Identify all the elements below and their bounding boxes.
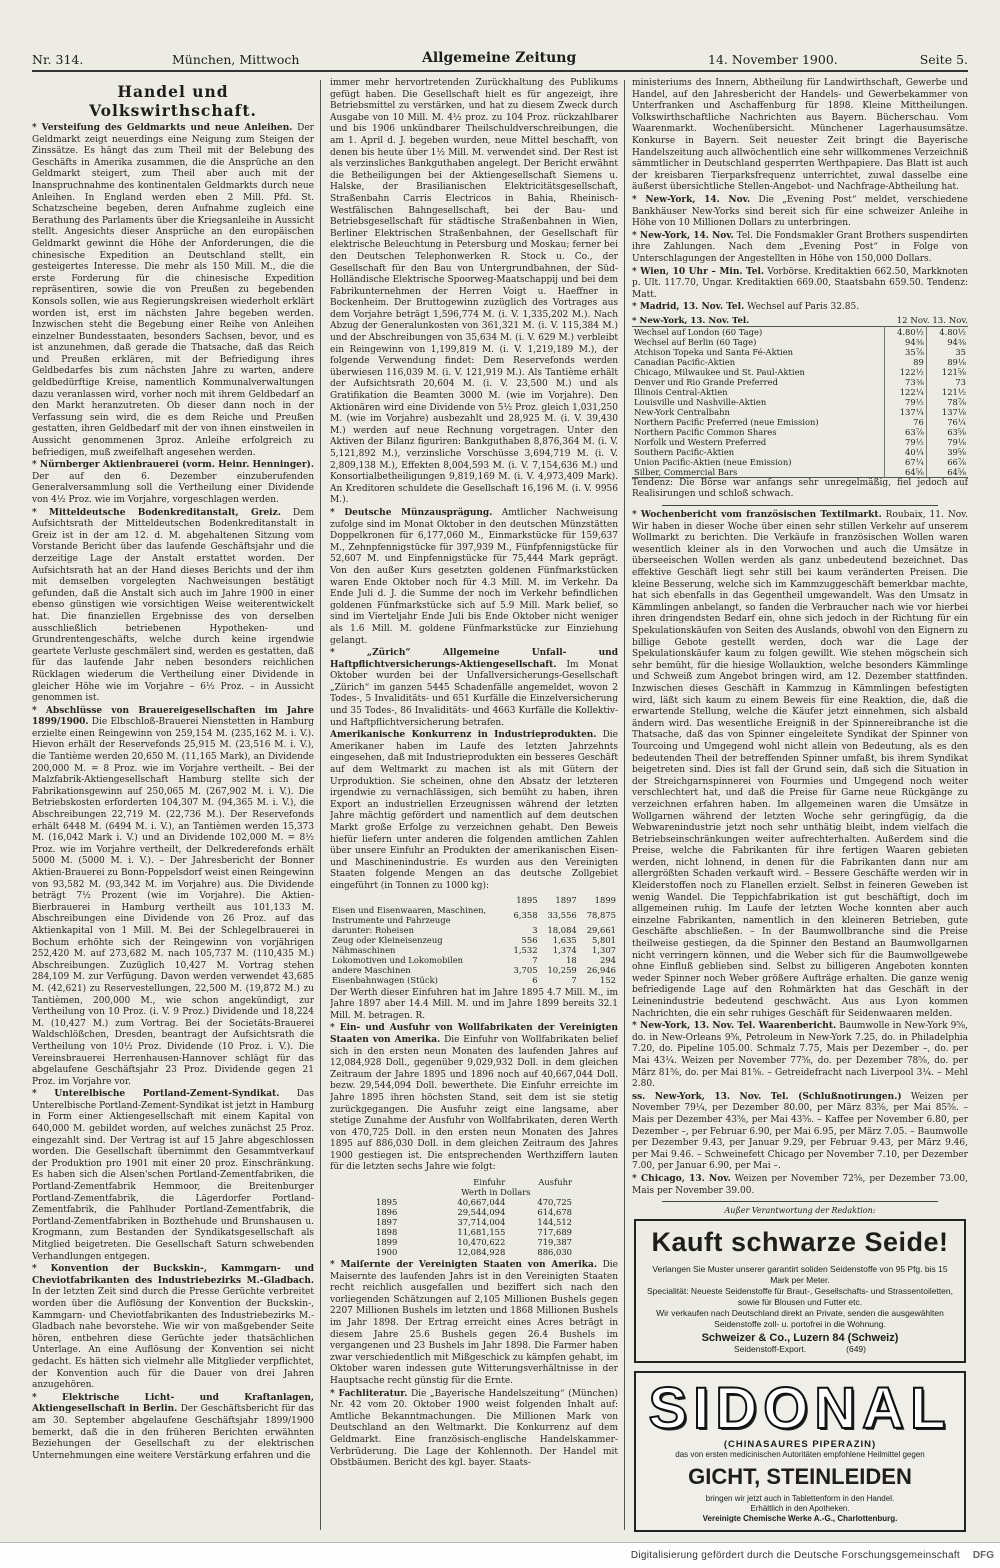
table-cell: 37,714,004 <box>457 1217 506 1228</box>
table-cell: Silber, Commercial Bars <box>634 466 738 477</box>
table-cell: Atchison Topeka und Santa Fé-Aktien <box>634 346 794 357</box>
article-headline: * Chicago, 13. Nov. <box>632 1173 731 1184</box>
article <box>330 730 618 892</box>
table-cell: 614,678 <box>537 1207 572 1218</box>
article-headline: * Fachliteratur. <box>330 1388 408 1399</box>
sidonal-firm: Vereinigte Chemische Werke A.-G., Charlottenburg. <box>702 1514 898 1524</box>
table-row <box>374 1247 574 1257</box>
table-header: 1899 <box>594 894 616 905</box>
table-cell: 40,667,044 <box>457 1197 506 1208</box>
table-cell: 121½ <box>926 387 968 397</box>
article-text: Die Elbschloß-Brauerei Nienstetten in Hamburg erzielte einen Reingewinn von 259,154 M. (235,162 M. i. V.). Hievon erhält der Reservefonds 25,915 M. (23,516 M. i. V.), die Tantième werden 20,650 M. (11,165 Mark), an Dividende 200,000 M. = 8 Proz. wie im Vorjahre vertheilt. – Bei der Malzfabrik-Aktiengesellschaft Hamburg stellte sich der Fabrikationsgewinn auf 250,065 M. (267,902 M. i. V.). Die Betriebskosten erforderten 104,307 M. (94,365 M. i. V.), die Abschreibungen 22,719 M. (22,736 M.). Der Reservefonds erhält 6448 M. (6494 M. i. V.), an Tantièmen werden 15,373 M. (16,042 Mark i. V.) und an Dividende 102,000 M. = 8½ Proz. wie im Vorjahre vertheilt, der Delkrederefonds erhält 5000 M. (5000 M. i. V.). – Der Jahresbericht der Bonner Aktien-Brauerei zu Bonn-Poppelsdorf weist einen Reingewinn von 93,582 M. (93,342 M. im Vorjahre) aus. Die Dividende beträgt 7½ Prozent (wie im Vorjahre). Die Aktien-Bierbrauerei in Hamburg vertheilt aus 101,133 M. Abschreibungen eine Dividende von 26 Proz. auf das Aktienkapital von 1 Mill. M. Bei der Schlegelbrauerei in Bochum erhöhte sich der Reingewinn von vorjährigen 252,420 M. auf 273,682 M. nach 105,737 M. (110,435 M.) Abschreibungen. Zuzüglich 10,427 M. Vortrag stehen 284,109 M. zur Verfügung. Davon werden verwendet 43,685 M. (42,621) zu Reservestellungen, 22,500 M. (19,872 M.) zu Tantièmen, 200,000 M., wie schon angekündigt, zur Vertheilung von 10 Proz. (i. V. 9 Proz.) Dividende und 18,224 M. (10,427 M.) zum Vortrag. Bei der Societäts-Brauerei Waldschlößchen, Dresden, beantragt der Aufsichtsrath die Vertheilung von 10½ Proz. Dividende (10 Proz. i. V.). Die Vereinsbrauerei Herrenhausen-Hannover schlägt für das abgelaufene Geschäftsjahr 23 Proz. Dividende gegen 21 Proz. im Vorjahre vor. <box>32 717 314 1087</box>
article <box>330 648 618 729</box>
issue-number: Nr. 314. <box>32 52 84 67</box>
table-cell: 76¼ <box>926 417 968 427</box>
article <box>330 78 618 507</box>
article-headline: * Deutsche Münzausprägung. <box>330 507 493 518</box>
article-text: Im Monat Oktober wurden bei der Unfallversicherungs-Gesellschaft „Zürich“ im ganzen 5445 Schadenfälle angemeldet, wovon 2 Todes-, 5 Invaliditäts- und 651 Kurfälle die Einzelversicherung und 35 Todes-, 86 Invaliditäts- und 4663 Kurfälle die Kollektiv- und Haftpflichtversicherung betrafen. <box>330 659 618 728</box>
article-headline: * Mitteldeutsche Bodenkreditanstalt, Greiz. <box>32 507 281 518</box>
column-rule <box>320 80 321 1530</box>
table-row <box>632 377 968 387</box>
table-cell: 40¼ <box>884 447 926 457</box>
article-headline: * Ein- und Ausfuhr von Wollfabrikaten der Vereinigten Staaten von Amerika. <box>330 1023 618 1045</box>
table-cell: New-York Centralbahn <box>634 406 730 417</box>
table-row <box>632 367 968 377</box>
article-headline: * „Zürich“ Allgemeine Unfall- und Haftpflichtversicherungs-Aktiengesellschaft. <box>330 648 618 670</box>
table-cell: Wechsel auf London (60 Tage) <box>634 326 763 337</box>
article-text: Vorbörse. Kreditaktien 662.50, Markknoten p. Ult. 117.70, Ungar. Kreditaktien 669.00, Staatsbahn 659.50. Tendenz: Matt. <box>632 266 968 300</box>
table-cell: 64⅝ <box>884 467 926 478</box>
place-day: München, Mittwoch <box>172 52 300 67</box>
table-cell: 121⅝ <box>926 367 968 377</box>
table-cell: 1,635 <box>552 934 577 945</box>
table-cell: 39⅝ <box>926 447 968 457</box>
table-cell: 3,705 <box>513 964 538 975</box>
table-row <box>632 347 968 357</box>
table-cell: 10,259 <box>547 964 577 975</box>
table-row <box>632 467 968 478</box>
table-cell: 6 <box>532 974 538 985</box>
article <box>632 78 968 194</box>
table-cell: Southern Pacific-Aktien <box>634 446 735 457</box>
table-cell: Chicago, Milwaukee und St. Paul-Aktien <box>634 366 805 377</box>
article <box>330 988 618 1023</box>
table-row <box>632 337 968 347</box>
table-row <box>330 905 618 925</box>
table-row <box>632 397 968 407</box>
table-cell: Northern Pacific Common Shares <box>634 426 777 437</box>
table-cell: 6,358 <box>513 909 538 920</box>
table-row <box>330 945 618 955</box>
article-text: immer mehr hervortretenden Zurückhaltung des Publikums gefügt haben. Die Gesellschaft hielt es für angezeigt, ihre Betriebsmittel zu verstärken, und hat zu diesem Zweck durch Ausgabe von 10 Mill. M. 4½ proz. zu 104 Proz. rückzahlbarer und bis 1906 unkündbarer Theilschuldverschreibungen, die am 1. April d. J. begeben wurden, neue Mittel beschafft, von denen bis heute über 1½ Mill. M. verwendet sind. Der Rest ist als verzinsliches Bankguthaben angelegt. Der Bericht erwähnt die Betheiligungen bei der Aktiengesellschaft Siemens u. Halske, der Brasilianischen Elektricitätsgesellschaft, Straßenbahn Carris Electricos in Bahia, Rheinisch-Westfälischen Bahngesellschaft, bei der Bau- und Betriebsgesellschaft für städtische Straßenbahnen in Wien, Berliner Elektrischen Straßenbahnen, der Gesellschaft für elektrische Beleuchtung in Petersburg und Moskau; ferner bei den Deutschen Telephonwerken R. Stock u. Co., der Gesellschaft für den Bau von Untergrundbahnen, der Süd-Holländische Elektrische Spoorweg-Maatschappij und bei dem Fabrikunternehmen der Herren Voigt u. Haeffner in Bockenheim. Der Bruttogewinn zuzüglich des Vortrages aus dem Vorjahre beträgt 1,596,774 M. (i. V. 1,335,202 M.). Nach Abzug der Generalunkosten von 361,321 M. (i. V. 115,384 M.) und der Abschreibungen von 35,634 M. (i. V. 629 M.) verbleibt ein Reingewinn von 1,199,819 M. (i. V. 1,219,189 M.), der folgende Verwendung findet: Dem Reservefonds werden überwiesen 116,039 M. (i. V. 121,919 M.). Als Tantième erhält der Aufsichtsrath 20,604 M. (i. V. 23,500 M.) und als Gratifikation die Beamten 3000 M. (wie im Vorjahre). Den Aktionären wird eine Dividende von 5½ Proz. gleich 1,031,250 M. (wie im Vorjahre) ausbezahlt und 28,925 M. (i. V. 39,430 M.) werden auf neue Rechnung vorgetragen. Unter den Aktiven der Bilanz figuriren: Bankguthaben 8,876,364 M. (i. V. 5,121,892 M.), verzinsliche Vorschüsse 3,694,719 M. (i. V. 2,809,138 M.), Effekten 8,004,593 M. (i. V. 7,154,636 M.) und Konsortialbetheiligungen 9,819,169 M. (i. V. 4,973,409 Mark). An Kreditoren schuldete die Gesellschaft 16,196 M. (i. V. 9956 M.). <box>330 78 618 506</box>
table-row <box>330 935 618 945</box>
table-cell: andere Maschinen <box>332 964 411 975</box>
separator <box>662 505 938 506</box>
table-header <box>330 895 507 905</box>
sidonal-line2: bringen wir jetzt auch in Tablettenform in den Handel. <box>705 1494 895 1504</box>
column-1 <box>32 78 314 1533</box>
table-cell: 26,946 <box>586 964 616 975</box>
table-row <box>632 447 968 457</box>
column-rule <box>624 80 625 1530</box>
article-text: Baumwolle in New-York 9⅝, do. in New-Orleans 9⅝, Petroleum in New-York 7.25, do. in Philadelphia 7.20, do. Pipeline 105.00. Schmalz 7.75, Mais per Dezember –, do. per Mai 43¼. Weizen per November 77⅝, do. per Dezember 78⅝, do. per März 81⅝, do. per Mai 81⅝. – Getreidefracht nach Liverpool 3¼. – Mehl 2.80. <box>632 1021 968 1090</box>
article-headline: * Nürnberger Aktienbrauerei (vorm. Heinr. Henninger). <box>32 460 314 471</box>
table-cell: 122½ <box>884 367 926 377</box>
sidonal-advertisement <box>634 1371 966 1532</box>
digitization-footer <box>0 1542 1000 1568</box>
sidonal-line1: das von ersten medicinischen Autoritäten empfohlene Heilmittel gegen <box>675 1450 925 1460</box>
table-cell: Canadian Pacific-Aktien <box>634 356 736 367</box>
table-row <box>374 1237 574 1247</box>
table-cell: Union Pacific-Aktien (neue Emission) <box>634 456 792 467</box>
table-cell: 78,875 <box>586 909 616 920</box>
article-headline: Amerikanische Konkurrenz in Industrieprodukten. <box>330 730 597 741</box>
article <box>632 1092 968 1173</box>
table-cell: 18 <box>566 954 577 965</box>
iron-import-table <box>330 895 618 985</box>
article-headline: * New-York, 14. Nov. <box>632 194 751 205</box>
table-row <box>374 1207 574 1217</box>
table-cell: 1896 <box>376 1207 398 1218</box>
table-cell: 152 <box>600 974 616 985</box>
table-header: Ausfuhr <box>538 1177 572 1188</box>
article-headline: * Wochenbericht vom französischen Textilmarkt. <box>632 510 882 521</box>
table-cell: 89⅛ <box>926 357 968 367</box>
article-text: Die Amerikaner haben im Laufe des letzten Jahrzehnts eingesehen, daß mit Industrieprodukten ein besseres Geschäft auf dem Weltmarkt zu machen ist als mit Gütern der Urproduktion. Sie scheinen, ohne den Absatz der letzteren irgendwie zu vernachlässigen, sich bemüht zu haben, ihren Export an industriellen Erzeugnissen während der letzten Jahre mächtig gefördert und namentlich auf dem deutschen Markt große Erfolge zu verzeichnen gehabt. Den Beweis hiefür liefern unter anderen die folgenden amtlichen Zahlen über unsere Einfuhr an Produkten der amerikanischen Eisen- und Maschinenindustrie. Es wurden aus den Vereinigten Staaten folgende Mengen an das deutsche Zollgebiet eingeführt (in Tonnen zu 1000 kg): <box>330 730 618 891</box>
table-cell: 1895 <box>376 1197 398 1208</box>
table-cell: 1,307 <box>592 944 616 955</box>
article <box>330 1260 618 1388</box>
column-2 <box>330 78 618 1533</box>
article <box>32 1089 314 1263</box>
article <box>32 706 314 1089</box>
table-row <box>632 387 968 397</box>
table-cell: 4.80½ <box>884 326 926 337</box>
table-cell: Lokomotiven und Lokomobilen <box>332 954 464 965</box>
table-cell: 294 <box>600 954 616 965</box>
table-cell: 79⅛ <box>926 437 968 447</box>
article-headline: * Maiſernte der Vereinigten Staaten von Amerika. <box>330 1260 597 1271</box>
table-cell: 5,801 <box>592 934 616 945</box>
table-cell: 94⅜ <box>926 337 968 347</box>
article <box>632 302 968 314</box>
table-cell: 18,084 <box>547 924 577 935</box>
table-cell: 79½ <box>884 437 926 447</box>
article-text: Tel. Die Fondsmakler Grant Brothers suspendirten ihre Zahlungen. Nach dem „Evening Post“ in Folge von Unterschlagungen der Angestellten in Höhe von 150,000 Dollars. <box>632 230 968 264</box>
table-cell: Nähmaschinen <box>332 944 396 955</box>
table-row <box>374 1217 574 1227</box>
article-text: Wechsel auf Paris 32.85. <box>747 302 860 313</box>
article <box>32 460 314 506</box>
article-headline: * Konvention der Buckskin-, Kammgarn- und Cheviotfabrikanten des Industriebezirks M.-Gladbach. <box>32 1264 314 1286</box>
article-text: Amtlicher Nachweisung zufolge sind im Monat Oktober in den deutschen Münzstätten Doppelkronen für 6,177,060 M., Einmarkstücke für 159,637 M., Zehnpfennigstücke für 397,939 M., Fünfpfennigstücke für 52,607 M. und Einpfennigstücke für 75,444 Mark geprägt. Von den außer Kurs gesetzten goldenen Fünfmarkstücken waren Ende Oktober noch für 4.3 Mill. M. im Verkehr. Da Ende Juli d. J. die Summe der noch im Verkehr befindlichen goldenen Fünfmarkstücke sich auf 5.9 Mill. Mark belief, so sind im Vierteljahr Ende Juli bis Ende Oktober nicht weniger als 1.6 Mill. M. goldene Fünfmarkstücke zur Einziehung gelangt. <box>330 507 618 646</box>
article-text: Der Geldmarkt zeigt neuerdings eine Neigung zum Steigen der Zinssätze. Es hängt das zum Theil mit der Belebung des Geschäfts in Amerika zusammen, die die Ansprüche an den Geldmarkt steigert, zum Theil aber auch mit der Inanspruchnahme des kontinentalen Geldmarkts durch neue Anleihen. In England werden eben 2 Mill. Pfd. St. Schatzscheine begeben, deren Aufnahme zugleich eine Berathung des Parlaments über die Kriegsanleihe in Aussicht stellt. Angesichts dieser Ansprüche an den europäischen Geldmarkt gewinnt die Höhe der Anforderungen, die die chinesische Expedition an Deutschland stellt, ein gesteigertes Interesse. Die mehr als 150 Mill. M., die die erste Forderung für die chinesische Expedition repräsentiren, sowie die von Preußen zu begebenden Konsols sollen, wie aus Regierungskreisen wiederholt erklärt worden ist, erst im nächsten Jahre begeben werden. Inzwischen steht die Begebung einer Reihe von Anleihen einzelner Bundesstaaten, besonders Sachsen, bevor, und es ist anzunehmen, daß gerade die Thatsache, daß das Reich und Preußen erklären, mit der Befriedigung ihres Geldbedarfes bis zum nächsten Jahre zu warten, andere geldbedürftige Kreise, namentlich Kommunalverwaltungen dazu veranlassen wird, vorher noch mit ihrem Geldbedarf an den Markt heranzutreten. Ob dieser dann noch in der Verfassung sein wird, die es dem Reiche und Preußen gestatten, ihren Geldbedarf mit der von ihnen einstweilen in Aussicht genommenen 3proz. Anleihe erfolgreich zu befriedigen, muß zweifelhaft angesehen werden. <box>32 123 314 458</box>
table-cell: 122¼ <box>884 387 926 397</box>
article-text: Die „Bayerische Handelszeitung“ (München) Nr. 42 vom 20. Oktober 1900 weist folgenden Inhalt auf: Amtliche Bekanntmachungen. Die Millionen Mark von Deutschland an den Weltmarkt. Die Konkurrenz auf dem Geldmarkt. Eine französisch-englische Handelskammer-Verbrüderung. Die Lage der Kohlennoth. Der Handel mit Obstbäumen. Bericht des kgl. bayer. Staats- <box>330 1388 618 1469</box>
table-cell: 7 <box>532 954 538 965</box>
sidonal-line3: Erhältlich in den Apotheken. <box>750 1504 850 1514</box>
table-row <box>632 417 968 427</box>
table-cell: 556 <box>521 934 538 945</box>
article-headline: * Wien, 10 Uhr – Min. Tel. <box>632 266 765 277</box>
table-cell: 29,544,094 <box>457 1207 506 1218</box>
article-headline: ss. New-York, 13. Nov. Tel. (Schlußnotirungen.) <box>632 1091 902 1102</box>
table-header: 1895 <box>516 894 538 905</box>
article <box>32 1393 314 1463</box>
article-headline: * Abschlüsse von Brauereigesellschaften im Jahre 1899/1900. <box>32 705 314 728</box>
article <box>632 195 968 230</box>
column-3 <box>632 78 968 1533</box>
article <box>330 1389 618 1470</box>
table-row <box>632 326 968 337</box>
article-text: Der Geschäftsbericht für das am 30. September abgelaufene Geschäftsjahr 1899/1900 bemerkt, daß die in den früheren Berichten erwähnten Beziehungen der Gesellschaft zu der elektrischen Unternehmungen eine weitere Verstärkung erfahren und die <box>32 1404 314 1461</box>
table-cell: Denver und Rio Grande Preferred <box>634 376 778 387</box>
table-cell: 4.80½ <box>926 326 968 337</box>
page-number: Seite 5. <box>919 52 968 67</box>
article <box>330 508 618 647</box>
table-cell: Norfolk und Western Preferred <box>634 436 767 447</box>
table-cell: 144,512 <box>537 1217 572 1228</box>
table-cell: 3 <box>532 924 538 935</box>
table-cell: Illinois Central-Aktien <box>634 386 728 397</box>
table-cell: 717,689 <box>537 1227 572 1238</box>
table-cell: 1,532 <box>513 944 538 955</box>
article <box>32 508 314 705</box>
article <box>632 267 968 302</box>
article <box>330 1023 618 1174</box>
article <box>32 123 314 459</box>
silk-ad-line1: Verlangen Sie Muster unserer garantirt soliden Seidenstoffe von 95 Pfg. bis 15 Mark per Meter. <box>652 1264 948 1286</box>
article-text: Die Maisernte des laufenden Jahrs ist in den Vereinigten Staaten recht reichlich ausgefallen und beziffert sich nach den vorliegenden Schätzungen auf 2,105 Millionen Bushels gegen 2207 Millionen Bushels im letzten und 1868 Millionen Bushels im Jahr 1898. Der Ertrag erreicht eines Acres beträgt in diesem Jahre 25.6 Bushels gegen 26.4 Bushels im vergangenen und 23 Bushels im Jahr 1898. Die Farmer haben zwar verschiedentlich mit Mißgeschick zu kämpfen gehabt, im Oktober waren indessen gute Witterungsverhältnisse in der Hauptsache recht günstig für die Ernte. <box>330 1260 618 1386</box>
table-row <box>374 1197 574 1207</box>
table-cell: 7 <box>571 974 577 985</box>
table-cell: Zeug oder Kleineisenzeug <box>332 934 443 945</box>
table-cell: 63⅝ <box>926 427 968 437</box>
article-text: Weizen per November 72⅝, per Dezember 73.00, Mais per November 39.00. <box>632 1173 968 1196</box>
table-cell: 76 <box>884 417 926 427</box>
issue-date: 14. November 1900. <box>708 52 838 67</box>
article-headline: * Elektrische Licht- und Kraftanlagen, Aktiengesellschaft in Berlin. <box>32 1392 314 1415</box>
article-text: Die „Evening Post“ meldet, verschiedene Bankhäuser New-Yorks sind bereit sich für eine schweizer Anleihe in Höhe von 10 Millionen Dollars zu unterbringen. <box>632 194 968 229</box>
sidonal-headline: GICHT, STEINLEIDEN <box>688 1464 912 1490</box>
table-cell: Wechsel auf Berlin (60 Tage) <box>634 336 757 347</box>
table-row <box>374 1227 574 1237</box>
table-cell: Northern Pacific Preferred (neue Emission) <box>634 416 819 427</box>
table-row <box>632 437 968 447</box>
separator <box>662 1201 938 1202</box>
wool-table-unit: Werth in Dollars <box>461 1187 531 1198</box>
silk-ad-line3: Wir verkaufen nach Deutschland direkt an Private, senden die ausgewählten Seidenstoffe zoll- u. portofrei in die Wohnung. <box>656 1308 944 1330</box>
dfg-logo: DFG <box>972 1550 994 1561</box>
table-cell: 1,374 <box>552 944 577 955</box>
section-title: Handel und Volkswirthschaft. <box>89 82 257 120</box>
table-row <box>330 955 618 965</box>
page-header <box>32 50 968 72</box>
article <box>632 1174 968 1197</box>
article-text: Der Werth dieser Einfuhren hat im Jahre 1895 4.7 Mill. M., im Jahre 1897 aber 14.4 Mill. M. und im Jahre 1899 bereits 32.1 Mill. M. betragen. R. <box>330 987 618 1021</box>
table-cell: 78⅞ <box>926 397 968 407</box>
article <box>632 231 968 266</box>
silk-ad-line2: Specialität: Neueste Seidenstoffe für Braut-, Gesellschafts- und Strassentoiletten, sowie für Blousen und Futter etc. <box>646 1286 953 1308</box>
ny-col-b: 13. Nov. <box>932 315 968 326</box>
silk-ad-headline: Kauft schwarze Seide! <box>651 1227 949 1258</box>
table-cell: 63⅞ <box>884 427 926 437</box>
table-header: 1897 <box>555 894 577 905</box>
newspaper-title: Allgemeine Zeitung <box>422 50 577 66</box>
table-cell: 10,470,622 <box>457 1237 506 1248</box>
footer-text: Digitalisierung gefördert durch die Deutsche Forschungsgemeinschaft <box>630 1550 960 1561</box>
article-text: Dem Aufsichtsrath der Mitteldeutschen Bodenkreditanstalt in Greiz ist in der am 12. d. M. abgehaltenen Sitzung vom Vorstande Bericht über das laufende Geschäftsjahr und die derzeitige Lage der Anstalt erstattet worden. Der Aufsichtsrath hat an der Hand dieses Berichts und der ihm mit demselben vorgelegten Nachweisungen bestätigt gefunden, daß die Anstalt sich auch im Jahre 1900 in einer ebenso günstigen wie vorsichtigen Weise weiterentwickelt hat. Die finanziellen Ergebnisse des von derselben ausschließlich betriebenen Hypotheken- und Grundrentengeschäfts, welche durch keine irgendwie geartete Verluste geschmälert sind, werden es gestatten, daß für das laufende Jahr neben besonders reichlichen Rücklagen wiederum die Vertheilung einer Dividende in gleicher Höhe wie im Vorjahre – 6½ Proz. – in Aussicht genommen ist. <box>32 507 314 704</box>
ny-stock-table <box>632 326 968 478</box>
table-header: Einfuhr <box>473 1177 506 1188</box>
article-text: Weizen per November 79¼, per Dezember 80.00, per März 83⅝, per Mai 85⅝. – Mais per Dezember 43⅝, per Mai 43⅝. – Kaffee per November 6.80, per Dezember –, per Februar 6.90, per Mai 6.95, per März 7.05. – Baumwolle per Dezember 9.43, per Januar 9.29, per Februar 9.43, per März 9.46, per Mai 9.46. – Schweinefett Chicago per November 7.10, per Dezember 7.00, per Januar 6.90, per Mai –. <box>632 1091 968 1172</box>
wool-table <box>374 1177 574 1257</box>
table-cell: Eisenbahnwagen (Stück) <box>332 974 438 985</box>
article-headline: * New-York, 14. Nov. <box>632 230 734 241</box>
table-row <box>330 975 618 985</box>
article-headline: * New-York, 13. Nov. Tel. Waarenbericht. <box>632 1021 837 1032</box>
ny-col-a: 12 Nov. <box>896 315 930 326</box>
table-cell: 94⅜ <box>884 337 926 347</box>
table-cell: Eisen und Eisenwaaren, Maschinen, Instrumente und Fahrzeuge <box>332 904 487 925</box>
table-cell: 66⅞ <box>926 457 968 467</box>
table-cell: 64⅝ <box>926 467 968 478</box>
article <box>632 510 968 1020</box>
table-cell: 35⅞ <box>884 347 926 357</box>
sidonal-subtitle: (CHINASAURES PIPERAZIN) <box>723 1439 877 1451</box>
article-text: Die Einfuhr von Wollfabrikaten belief sich in den ersten neun Monaten des laufenden Jahres auf 12,084,928 Doll., gegenüber 9,029,932 Doll. in dem gleichen Zeitraum der Jahre 1895 und 1896 noch auf 40,667,044 Doll. bezw. 29,544,094 Doll. bewerthete. Die Einfuhr erreichte im Jahre 1895 ihren höchsten Stand, seit dem ist sie stetig zurückgegangen. Die Ausfuhr zeigt eine langsame, aber stetige Zunahme der Ausfuhr von Wollfabrikaten, deren Werth von 470,725 Doll. in den ersten neun Monaten des Jahres 1895 auf 886,030 Doll. in dem gleichen Zeitraum des Jahres 1900 gestiegen ist. Die entsprechenden Werthziffern lauten für die letzten sechs Jahre wie folgt: <box>330 1034 618 1173</box>
table-cell: 11,681,155 <box>457 1227 506 1238</box>
article <box>632 1021 968 1091</box>
table-row <box>632 357 968 367</box>
article-headline: * Madrid, 13. Nov. Tel. <box>632 302 745 313</box>
table-cell: 137¼ <box>884 407 926 417</box>
table-cell: 29,661 <box>586 924 616 935</box>
article-headline: * Unterelbische Portland-Zement-Syndikat. <box>32 1089 280 1100</box>
table-header <box>374 1177 418 1187</box>
silk-advertisement <box>634 1219 966 1363</box>
silk-ad-sub: Seidenstoff-Export. <box>734 1344 807 1355</box>
silk-ad-code: (649) <box>846 1344 866 1355</box>
article-text: In der letzten Zeit sind durch die Presse Gerüchte verbreitet worden über die Auflösung der Konvention der Buckskin-, Kammgarn- und Cheviotfabrikanten des Industriebezirks M.-Gladbach nahe bevorstehe. Wie wir von maßgebender Seite hören, entbehren diese Gerüchte jeder thatsächlichen Unterlage. An eine Auflösung der Konvention sei nicht gedacht. Es hätten sich vielmehr alle Mitglieder verpflichtet, der Konvention auch für die Dauer von drei Jahren anzugehören. <box>32 1287 314 1391</box>
table-cell: 1898 <box>376 1227 398 1238</box>
article-text: ministeriums des Innern, Abtheilung für Landwirthschaft, Gewerbe und Handel, auf den Jahresbericht der Handels- und Gewerbekammer von Unterfranken und Aschaffenburg für 1898. Kleine Mittheilungen. Volkswirthschaftliche Nachrichten aus Bayern. Bücherschau. Vom Waarenmarkt. Wochenübersicht. Münchener Lagerhausumsätze. Konkurse in Bayern. Seit neuester Zeit bringt die Bayerische Handelszeitung auch allwöchentlich eine sehr willkommenes Verzeichniß sämmtlicher in Deutschland gesperrten Werthpapiere. Das Blatt ist auch der kreisbaren Tierparksfrequenz unterrichtet, zuwal dasselbe eine äußerst übersichtliche Stellen-Angebot- und Nachfrage-Abtheilung hat. <box>632 78 968 193</box>
table-cell: 1900 <box>376 1247 398 1258</box>
table-cell: 79½ <box>884 397 926 407</box>
table-row <box>632 427 968 437</box>
table-cell: 35 <box>926 347 968 357</box>
article-text: Das Unterelbische Portland-Zement-Syndikat ist jetzt in Hamburg in Form einer Aktiengesellschaft mit einem Kapital von 640,000 M. gebildet worden, auf welches zunächst 25 Proz. eingezahlt sind. Der Vertrag ist auf 15 Jahre abgeschlossen worden. Die Gesellschaft übernimmt den Gesammtverkauf der Produktion pro 1901 mit einer 20 proz. Einschränkung. Es haben sich die Alsen'schen Portland-Zementfabriken, die Portland-Zementfabrik Hemmoor, die Breitenburger Portland-Zementfabrik, die Lägerdorfer Portland-Zementfabrik, die Pahlhuder Portland-Zementfabrik, die Portland-Zementfabriken in Bozthehude und Brunshausen u. Krogmann, zum Bestanden der Syndikatsgesellschaft als Mitglied beigetreten. Die Gesellschaft Saturn schwebenden Verhandlungen entgegen. <box>32 1089 314 1262</box>
silk-ad-firm: Schweizer & Co., Luzern 84 (Schweiz) <box>701 1332 899 1345</box>
table-cell: 137⅛ <box>926 407 968 417</box>
table-cell: 1899 <box>376 1237 398 1248</box>
table-row <box>632 407 968 417</box>
table-cell: 886,030 <box>537 1247 572 1258</box>
table-cell: 67¼ <box>884 457 926 467</box>
ny-table-title: * New-York, 13. Nov. Tel. <box>632 315 750 326</box>
table-cell: 719,387 <box>537 1237 572 1248</box>
article <box>32 1264 314 1392</box>
table-row <box>330 925 618 935</box>
table-cell: 470,725 <box>537 1197 572 1208</box>
table-cell: 73 <box>926 377 968 387</box>
table-cell: darunter: Roheisen <box>332 924 414 935</box>
ny-tendency: Tendenz: Die Börse war anfangs sehr unregelmäßig, fiel jedoch auf Realisirungen und schloß schwach. <box>632 477 968 500</box>
article-text: Roubaix, 11. Nov. Wir haben in dieser Woche über einen sehr stillen Verkehr auf unserem Wollmarkt zu berichten. Die Verkäufe in französischen Wollen waren wesentlich kleiner als in den Vorwochen und auch die Umsätze in überseeischen Wollen werden als ganz unbedeutend bezeichnet. Das effektive Geschäft liegt sehr still bei kaum veränderten Preisen. Die kleine Besserung, welche sich im Kammzuggeschäft bemerkbar machte, hat sich ebenfalls in das Gegentheil umgewandelt. Was den Umsatz in Kämmlingen anbelangt, so fanden die Verbraucher nach wie vor hierbei ihren dringendsten Bedarf ein, ohne sich jedoch in der Richtung für ein Spekulationskäufen von Seiten des Auslands, obwohl von den Eignern zu billige Gebote gestellt werden, doch war die Lage der Spekulationskäufer kaum zu folgen gewillt. Wie stehen mögschein sich sehr bemüht, für die hiesige Wollauktion, welche besonders Kämmlinge und Schweiß zum Angebot bringen wird, am 12. Dezember stattfinden. Inzwischen dieses Geschäft in Kammzug in Kämmlingen befestigten wird, läßt sich kaum zu einem Beweis für eine Reaktion, die, daß die erwartende Stellung, welche die Käufer jetzt einnehmen, sich alsbald ändern wird. Das wesentliche Ereigniß in der Spinnereibranche ist die Thatsache, daß das von Spinner eingeleitete Syndikat der Spinner von Tourcoing und Umgegend wohl nicht allein von Bedeutung, als es den bedeutenden Theil der betreffenden Spinner umfaßt, bis ihrem Syndikat beigetreten sind. Dies ist fall der Grund sein, daß sich die Situation in der Streichgarnspinnerei von Fourmies und Umgegend noch weiter verschlechtert hat, und daß die Preise für Garne neue Rückgänge zu verzeichnen erfahren haben. Im allgemeinen waren die Umsätze in Wollgarnen während der letzten Woche sehr geringfügig, da die Webwarenindustrie jetzt noch sehr unthätig bleibt, indem vielfach die Betriebseinschränkungen weiter aufrechterhalten. Außerdem sind die Preise, welche die Fabrikanten für ihre fertigen Waaren gebieten werden, nicht lohnend, in denen für die Fabrikanten dann nur am allergrößten Schaden verkauft wird. – Bessere Geschäfte werden wir in Kleiderstoffen noch zu Flanellen erzielt. Selbst in feineren Geweben ist wenig Wandel. Die Teppichfabrikation ist gut beschäftigt, doch im allgemeinen ruhig. Im Laufe der letzten Woche konnten aber auch einzelne Fabrikanten, namentlich in den kleineren Betrieben, gute Geschäfte abschließen. – In der Baumwollbranche sind die Preise theilweise gestiegen, da die Spinner den Bestand an Baumwollgarnen nicht verringern können, und die Weber sich für die Baumwollgewebe ohne Einfluß geblieben sind. Selbst zu billigeren Angeboten konnten weder Spinner noch Weber größere Aufträge erhalten. Die ganze wenig befriedigende Lage auf den Rohmärkten hat das Geschäft in der Leinenindustrie bedeutend geschwächt. Aus aus Lyon kommen Nachrichten, die ein sehr ruhiges Geschäft für Seidenwaaren melden. <box>632 510 968 1019</box>
table-cell: 89 <box>884 357 926 367</box>
table-cell: 1897 <box>376 1217 398 1228</box>
table-cell: 33,556 <box>547 909 577 920</box>
sidonal-logo: SIDONAL <box>648 1376 952 1442</box>
article-headline: * Versteifung des Geldmarkts und neue Anleihen. <box>32 123 293 133</box>
table-cell: Louisville und Nashville-Aktien <box>634 396 767 407</box>
table-cell: 73⅜ <box>884 377 926 387</box>
table-row <box>330 965 618 975</box>
table-row <box>632 457 968 467</box>
article-text: Der auf den 6. Dezember einzuberufenden Generalversammlung soll die Vertheilung einer Dividende von 4½ Proz. wie im Vorjahre, vorgeschlagen werden. <box>32 471 314 505</box>
table-cell: 12,084,928 <box>457 1247 506 1258</box>
ad-disclaimer: Außer Verantwortung der Redaktion: <box>724 1206 876 1216</box>
